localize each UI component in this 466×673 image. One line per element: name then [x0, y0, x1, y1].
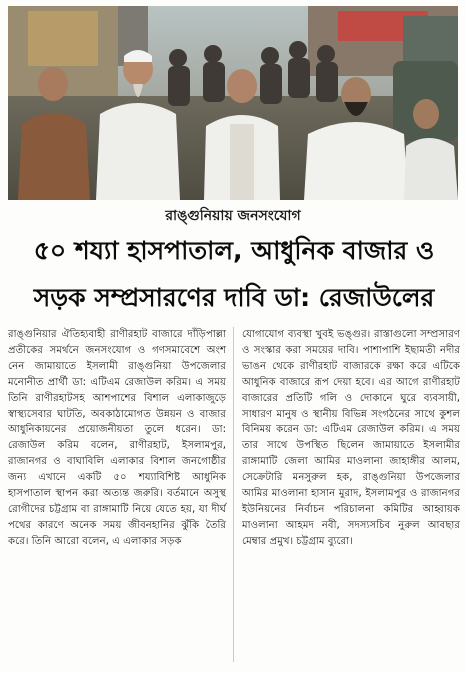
column-right-text: যোগাযোগ ব্যবস্থা খুবই ভঙ্গুর। রাস্তাগুলো সম্প্রসারণ ও সংস্কার করা সময়ের দাবি। পাশাপাশি ইছামতী নদীর ভাঙন থেকে রাণীরহাট বাজারকে রক্ষা করে এটিকে আধুনিক বাজারে রূপ দেয়া হবে। এর আগে রাণীরহাট বাজারের প্রতিটি গলি ও দোকানে ঘুরে ব্যবসায়ী, সাধারণ মানুষ ও স্থানীয় বিভিন্ন সংগঠনের সাথে কুশল বিনিময় করেন ডা: এটিএম রেজাউল করিম। এ সময় তার সাথে উপস্থিত ছিলেন জামায়াতে ইসলামীর রাঙ্গামাটি জেলা আমির মাওলানা জাহাঙ্গীর আলম, সেক্রেটারি মনসুরুল হক, রাঙ্গুনিয়া উপজেলার আমির মাওলানা হাসান মুরাদ, ইসলামপুর ও রাজানগর ইউনিয়নের নির্বাচন পরিচালনা কমিটির আহ্বায়ক মাওলানা আহমদ নবী, সদস্যসচিব নুরুল আবছার মেম্বার প্রমুখ। চট্টগ্রাম ব্যুরো। [242, 329, 460, 547]
headline-line-2: সড়ক সম্প্রসারণের দাবি ডা: রেজাউলের [33, 283, 435, 312]
news-photo [8, 6, 458, 200]
headline-line-1: ৫০ শয্যা হাসপাতাল, আধুনিক বাজার ও [33, 236, 435, 265]
column-divider [233, 327, 234, 662]
column-left-text: রাঙ্গুনিয়ার ঐতিহ্যবাহী রাণীরহাট বাজারে দাঁড়িপাল্লা প্রতীকের সমর্থনে জনসংযোগ ও গণসমাবেশে অংশ নেন জামায়াতে ইসলামী রাঙ্গুনিয়া উপজেলার মনোনীত প্রার্থী ডা: এটিএম রেজাউল করিম। এ সময় তিনি রাণীরহাটসহ আশপাশের বিশাল এলাকাজুড়ে স্বাস্থ্যসেবার ঘাটতি, অবকাঠামোগত উন্নয়ন ও বাজার আধুনিকায়নের প্রয়োজনীয়তা তুলে ধরেন। ডা: রেজাউল করিম বলেন, রাণীরহাট, ইসলামপুর, রাজানগর ও বাঘাবিলি এলাকার বিশাল জনগোষ্ঠীর জন্য এখানে একটি ৫০ শয্যাবিশিষ্ট আধুনিক হাসপাতাল স্থাপন করা অত্যন্ত জরুরি। বর্তমানে অসুস্থ রোগীদের চট্টগ্রাম বা রাঙ্গামাটি নিয়ে যেতে হয়, যা দীর্ঘ পথের কারণে অনেক সময় জীবনহানির ঝুঁকি তৈরি করে। তিনি আরো বলেন, এ এলাকার সড়ক [8, 329, 226, 547]
article-column-left [8, 327, 226, 550]
article-body [8, 327, 460, 667]
photo-caption: রাঙ্গুনিয়ায় জনসংযোগ [165, 208, 301, 224]
article-column-right [242, 327, 460, 550]
